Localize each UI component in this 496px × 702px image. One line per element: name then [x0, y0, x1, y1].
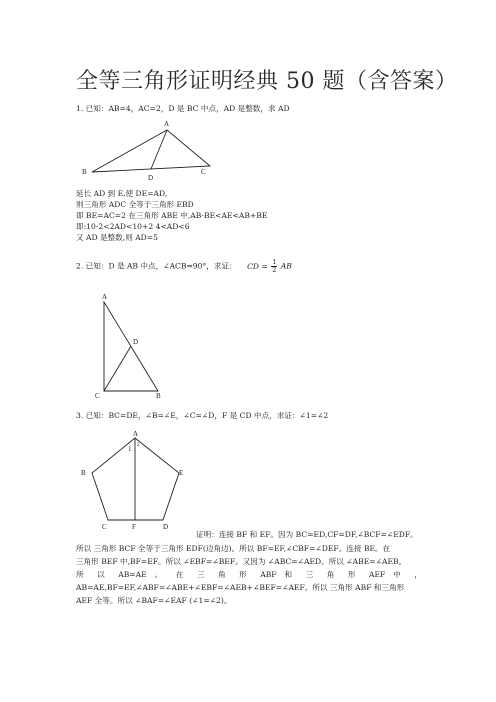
document-title: 全等三角形证明经典 50 题（含答案）	[76, 69, 458, 94]
q3-proof-line-6: AEF 全等。所以 ∠BAF=∠EAF (∠1=∠2)。	[76, 596, 232, 605]
q3-label-f: F	[132, 523, 136, 531]
q2-label-a: A	[102, 293, 108, 301]
q3-label-2: 2	[137, 443, 140, 448]
q3-proof-line-2: 所以 三角形 BCF 全等于三角形 EDF(边角边)。所以 BF=EF,∠CBF=∠DEF。连接 BE。在	[76, 544, 391, 553]
q3-proof-line-5: AB=AE,BF=EF,∠ABF=∠ABE+∠EBF=∠AEB+∠BEF=∠AEF。所以 三角形 ABF 和三角形	[76, 583, 405, 592]
q1-solution-line-1: 延长 AD 到 E,使 DE=AD,	[76, 189, 168, 198]
q2-rhs: AB	[280, 261, 292, 271]
q3-proof-line-4: 所 以 AB=AE 。 在 三 角 形 ABF 和 三 角 形 AEF 中 ，	[76, 570, 422, 579]
q1-label-d: D	[148, 174, 154, 182]
q2-label-b: B	[156, 392, 161, 400]
q3-label-c: C	[102, 523, 107, 531]
q3-proof-line-1: 证明：连接 BF 和 EF。因为 BC=ED,CF=DF,∠BCF=∠EDF。	[196, 530, 418, 539]
q1-label-a: A	[164, 120, 170, 128]
q3-label-e: E	[179, 469, 184, 477]
q3-label-1: 1	[128, 445, 132, 453]
q1-prompt: 1. 已知：AB=4，AC=2，D 是 BC 中点，AD 是整数，求 AD	[76, 104, 290, 113]
q3-label-b: B	[81, 469, 86, 477]
q2-label-d: D	[133, 338, 139, 346]
q1-solution-line-4: 即:10-2<2AD<10+2 4<AD<6	[76, 222, 190, 231]
q2-label-c: C	[95, 392, 100, 400]
q2-frac-num: 1	[272, 258, 277, 266]
q1-solution-line-3: 即 BE=AC=2 在三角形 ABE 中,AB-BE<AE<AB+BE	[76, 211, 268, 220]
q2-prompt-text: 2. 已知：D 是 AB 中点，∠ACB=90°，求证：	[76, 261, 237, 271]
q3-proof-line-3: 三角形 BEF 中,BF=EF。所以 ∠EBF=∠BEF。又因为 ∠ABC=∠AED。所以 ∠ABE=∠AEB。	[76, 557, 407, 566]
q1-label-b: B	[82, 168, 87, 176]
q1-label-c: C	[201, 168, 206, 176]
q2-lhs: CD =	[247, 261, 268, 271]
q3-prompt: 3. 已知：BC=DE，∠B=∠E，∠C=∠D，F 是 CD 中点，求证：∠1=∠2	[76, 411, 329, 420]
q3-label-a: A	[133, 430, 139, 438]
q3-label-d: D	[163, 523, 169, 531]
q2-frac-den: 2	[272, 266, 277, 274]
q1-solution-line-5: 又 AD 是整数,则 AD=5	[76, 233, 158, 242]
q1-solution-line-2: 则三角形 ADC 全等于三角形 EBD	[76, 200, 194, 209]
